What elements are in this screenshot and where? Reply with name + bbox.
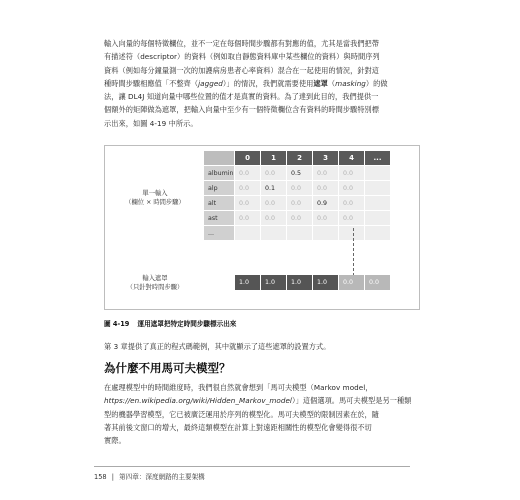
- section-heading: 為什麼不用馬可夫模型？: [104, 361, 231, 375]
- feature-label: ast: [204, 211, 235, 226]
- value-cell: [313, 226, 339, 241]
- para-line: 著其前後文窗口的增大，最終這類模型在計算上對遠距相關性的模型化會變得很不切: [104, 422, 372, 432]
- timestep-header: 1: [261, 151, 287, 166]
- caption-text: 運用遮罩把特定時間步驟標示出來: [137, 320, 237, 328]
- feature-row: [204, 166, 391, 181]
- para-line: 個額外的矩陣做為遮罩，把輸入向量中至少有一個特徵欄位含有資料的時間步驟特別標: [104, 105, 380, 115]
- chapter-reference-paragraph: 第 3 章提供了真正的程式碼範例，其中就顯示了這些遮罩的設置方式。: [104, 342, 331, 351]
- value-cell: 0.0: [235, 166, 261, 181]
- feature-row: [204, 196, 391, 211]
- mask-vector: [235, 275, 391, 290]
- para-line: 有描述符（descriptor）的資料（例如取自靜態資料庫中某些欄位的資料）與時間序列: [104, 52, 380, 62]
- wikipedia-url: https://en.wikipedia.org/wiki/Hidden_Markov_model: [104, 396, 292, 406]
- value-cell: 0.0: [313, 211, 339, 226]
- value-cell: [339, 226, 365, 241]
- value-cell: 0.0: [235, 211, 261, 226]
- feature-label: albumin: [204, 166, 235, 181]
- value-cell: 0.1: [261, 181, 287, 196]
- value-cell: [287, 226, 313, 241]
- input-label: [109, 190, 201, 207]
- text-span: （: [327, 78, 336, 88]
- value-cell: 0.0: [313, 181, 339, 196]
- feature-row: [204, 226, 391, 241]
- value-cell: 0.0: [287, 181, 313, 196]
- input-matrix: [204, 151, 391, 241]
- chapter-title: 第四章：深度網路的主要架構: [119, 473, 205, 481]
- input-label-line2: （欄位 × 時間步驟）: [125, 198, 185, 206]
- mask-figure: [104, 145, 420, 310]
- feature-row: [204, 181, 391, 196]
- input-label-line1: 單一輸入: [142, 190, 168, 197]
- value-cell: [365, 226, 391, 241]
- value-cell: [235, 226, 261, 241]
- para-line: 型的機器學習模型，它已被廣泛運用於序列的模型化。馬可夫模型的限制因素在於，隨: [104, 409, 380, 419]
- mask-cell: 1.0: [235, 275, 261, 290]
- value-cell: [261, 226, 287, 241]
- corner-cell: [204, 151, 235, 166]
- header-row: [204, 151, 391, 166]
- timestep-header: 4: [339, 151, 365, 166]
- mask-cell: 1.0: [261, 275, 287, 290]
- para-line: [104, 394, 420, 407]
- value-cell: 0.0: [339, 211, 365, 226]
- value-cell: 0.0: [339, 196, 365, 211]
- value-cell: [365, 181, 391, 196]
- text-span: ）」的情況，我們就需要使用: [222, 78, 314, 88]
- value-cell: [365, 211, 391, 226]
- mask-boundary-dashed-line: [353, 228, 354, 276]
- page-number: 158: [94, 473, 107, 481]
- timestep-header: 0: [235, 151, 261, 166]
- value-cell: 0.0: [339, 181, 365, 196]
- text-span: 種時間步驟相應值「不整齊（: [104, 78, 199, 88]
- figure-caption: [104, 318, 236, 328]
- mask-label-line2: （只針對時間步驟）: [126, 283, 184, 291]
- para-line: 實際。: [104, 436, 126, 446]
- para-line: [104, 77, 420, 90]
- timestep-header: 2: [287, 151, 313, 166]
- feature-label: ...: [204, 226, 235, 241]
- para-line: 法，讓 DL4J 知道向量中哪些位置的值才是真實的資料。為了達到此目的，我們提供一: [104, 92, 379, 102]
- intro-paragraph: [104, 37, 420, 130]
- mask-label: [109, 275, 201, 292]
- value-cell: 0.0: [287, 211, 313, 226]
- value-cell: 0.9: [313, 196, 339, 211]
- para-line: 資料（例如每分鐘量測一次的加護病房患者心率資料）混合在一起使用的情況，針對這: [104, 65, 380, 75]
- feature-row: [204, 211, 391, 226]
- page-footer: [94, 471, 205, 481]
- value-cell: 0.0: [287, 196, 313, 211]
- term-masking-zh: 遮罩: [313, 78, 328, 88]
- caption-number: 圖 4-19: [104, 320, 130, 328]
- value-cell: 0.0: [313, 166, 339, 181]
- value-cell: [365, 166, 391, 181]
- markov-paragraph: [104, 381, 420, 447]
- term-masking: masking: [335, 78, 366, 88]
- mask-label-line1: 輸入遮罩: [142, 275, 168, 282]
- text-span: ）」這個選項。馬可夫模型是另一種類: [291, 396, 412, 406]
- value-cell: 0.0: [261, 211, 287, 226]
- feature-label: alt: [204, 196, 235, 211]
- mask-cell: 0.0: [365, 275, 391, 290]
- feature-label: alp: [204, 181, 235, 196]
- footer-separator: |: [111, 473, 114, 481]
- value-cell: 0.0: [235, 181, 261, 196]
- para-line: 示出來，如圖 4-19 中所示。: [104, 118, 198, 128]
- value-cell: [365, 196, 391, 211]
- mask-cell: 0.0: [339, 275, 365, 290]
- mask-cell: 1.0: [313, 275, 339, 290]
- timestep-header: 3: [313, 151, 339, 166]
- footer-rule: [94, 466, 410, 467]
- value-cell: 0.0: [235, 196, 261, 211]
- para-line: 在處理模型中的時間維度時，我們很自然就會想到「馬可夫模型（Markov model，: [104, 383, 373, 392]
- value-cell: 0.0: [261, 196, 287, 211]
- value-cell: 0.0: [339, 166, 365, 181]
- text-span: ）的做: [365, 78, 388, 88]
- term-jagged: jagged: [198, 78, 223, 88]
- para-line: 輸入向量的每個特徵欄位，並不一定在每個時間步驟都有對應的值，尤其是當我們把帶: [104, 39, 380, 48]
- value-cell: 0.5: [287, 166, 313, 181]
- timestep-header: ...: [365, 151, 391, 166]
- mask-cell: 1.0: [287, 275, 313, 290]
- value-cell: 0.0: [261, 166, 287, 181]
